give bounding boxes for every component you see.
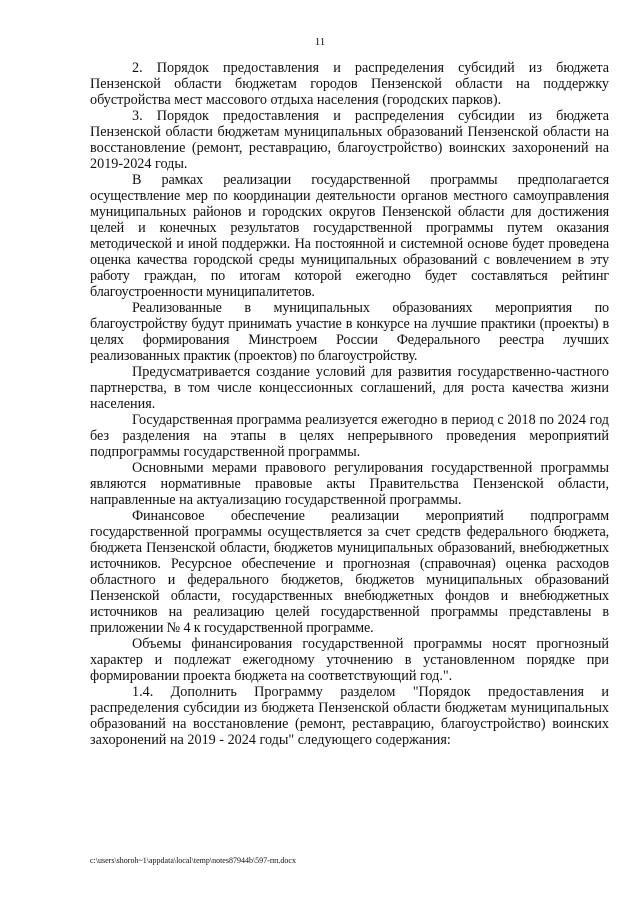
page-number: 11 (314, 36, 326, 48)
paragraph-subsidy-parks: 2. Порядок предоставления и распределения субсидий из бюджета Пензенской области бюджетам городов Пензенской области на поддержку обустройства мест массового отдыха населения (городских парков). (90, 60, 609, 108)
paragraph-coordination: В рамках реализации государственной программы предполагается осуществление мер по координации деятельности органов местного самоуправления муниципальных районов и городских округов Пензенской области для достижения целей и конечных результатов государственной программы путем оказания методической и иной поддержки. На постоянной и системной основе будет проведена оценка качества городской среды муниципальных образований с вовлечением в эту работу граждан, по итогам которой ежегодно будет составляться рейтинг благоустроенности муниципалитетов. (90, 172, 609, 300)
paragraph-amendment-1-4: 1.4. Дополнить Программу разделом "Порядок предоставления и распределения субсидии из бюджета Пензенской области бюджетам муниципальных образований на восстановление (ремонт, реставрацию, благоустройство) воинских захоронений на 2019 - 2024 годы" следующего содержания: (90, 684, 609, 748)
paragraph-program-period: Государственная программа реализуется ежегодно в период с 2018 по 2024 год без разделения на этапы в целях непрерывного проведения мероприятий подпрограммы государственной программы. (90, 412, 609, 460)
footer-file-path: c:\users\shoroh~1\appdata\local\temp\notes87944b\597-пп.docx (90, 856, 296, 865)
paragraph-financing: Финансовое обеспечение реализации мероприятий подпрограмм государственной программы осуществляется за счет средств федерального бюджета, бюджета Пензенской области, бюджетов муниципальных образований, внебюджетных источников. Ресурсное обеспечение и прогнозная (справочная) оценка расходов областного и федерального бюджетов, бюджетов муниципальных образований Пензенской области, государственных внебюджетных фондов и внебюджетных источников на реализацию целей государственной программы представлены в приложении № 4 к государственной программе. (90, 508, 609, 636)
paragraph-public-private-partnership: Предусматривается создание условий для развития государственно-частного партнерства, в том числе концессионных соглашений, для роста качества жизни населения. (90, 364, 609, 412)
paragraph-subsidy-war-graves: 3. Порядок предоставления и распределения субсидии из бюджета Пензенской области бюджетам муниципальных образований Пензенской области на восстановление (ремонт, реставрацию, благоустройство) воинских захоронений на 2019-2024 годы. (90, 108, 609, 172)
paragraph-legal-regulation: Основными мерами правового регулирования государственной программы являются нормативные правовые акты Правительства Пензенской области, направленные на актуализацию государственной программы. (90, 460, 609, 508)
paragraph-best-practices: Реализованные в муниципальных образованиях мероприятия по благоустройству будут принимать участие в конкурсе на лучшие практики (проекты) в целях формирования Минстроем России Федерального реестра лучших реализованных практик (проектов) по благоустройству. (90, 300, 609, 364)
document-body (90, 60, 609, 748)
paragraph-financing-volumes: Объемы финансирования государственной программы носят прогнозный характер и подлежат ежегодному уточнению в установленном порядке при формировании проекта бюджета на соответствующий год.". (90, 636, 609, 684)
